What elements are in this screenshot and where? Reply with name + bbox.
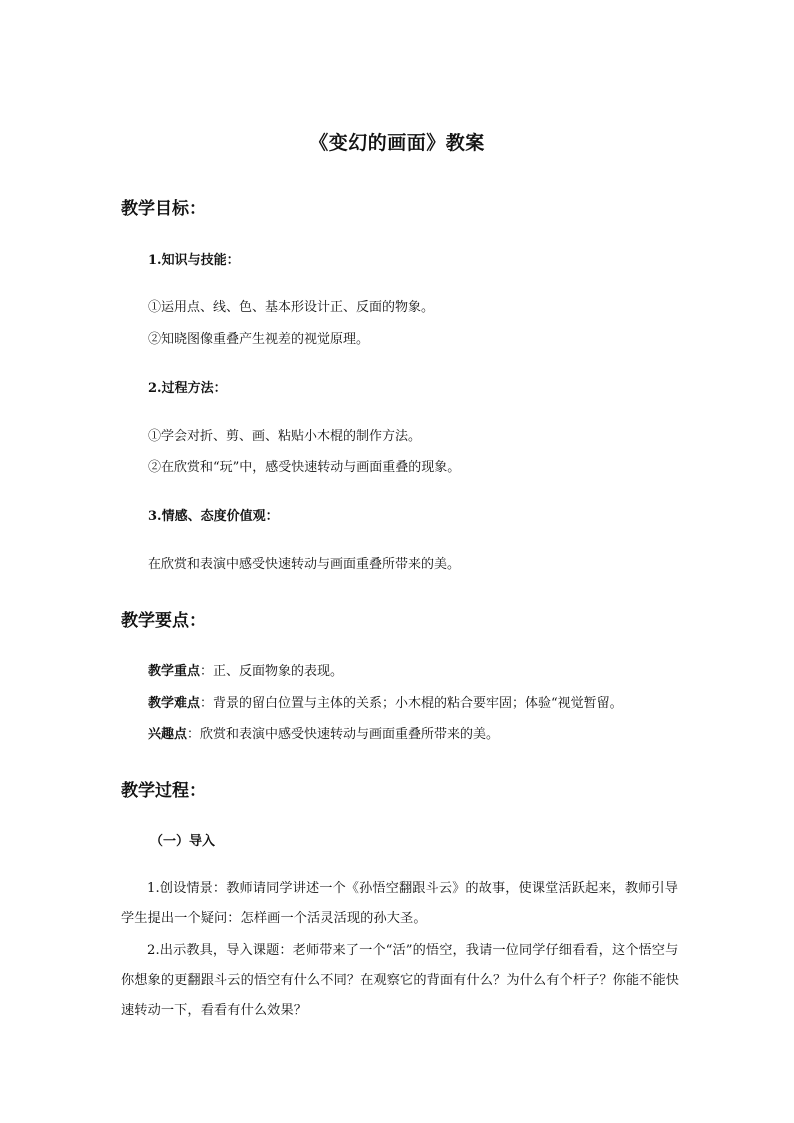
teaching-difficulty-text: ：背景的留白位置与主体的关系；小木棍的粘合要牢固；体验“视觉暂留。 <box>200 696 623 711</box>
teaching-focus-label: 教学重点 <box>148 664 201 679</box>
teaching-difficulty-line <box>148 692 623 711</box>
process-item-1: ①学会对折、剪、画、粘贴小木棍的制作方法。 <box>148 429 422 444</box>
intro-heading: （一）导入 <box>150 834 216 849</box>
interest-point-label: 兴趣点 <box>148 727 188 742</box>
emotion-values-text: 在欣赏和表演中感受快速转动与画面重叠所带来的美。 <box>148 557 461 572</box>
objectives-heading: 教学目标： <box>121 199 206 219</box>
process-method-heading: 2.过程方法： <box>148 381 227 396</box>
knowledge-item-1: ①运用点、线、色、基本形设计正、反面的物象。 <box>148 300 435 315</box>
process-heading: 教学过程： <box>121 781 206 801</box>
intro-paragraph-2: 2.出示教具，导入课题：老师带来了一个“活”的悟空，我请一位同学仔细看看，这个悟空与你想象的更翻跟斗云的悟空有什么不同？在观察它的背面有什么？为什么有个杆子？你能不能快速转动一下，看看有什么效果？ <box>121 943 680 1018</box>
knowledge-item-2: ②知晓图像重叠产生视差的视觉原理。 <box>148 332 370 347</box>
teaching-focus-text: ：正、反面物象的表现。 <box>200 664 344 679</box>
interest-point-line <box>148 723 499 742</box>
interest-point-text: ：欣赏和表演中感受快速转动与画面重叠所带来的美。 <box>187 727 500 742</box>
emotion-values-heading: 3.情感、态度价值观： <box>148 509 279 524</box>
process-item-2: ②在欣赏和“玩”中，感受快速转动与画面重叠的现象。 <box>148 460 461 475</box>
teaching-difficulty-label: 教学难点 <box>148 696 201 711</box>
teaching-focus-line <box>148 660 343 679</box>
document-title: 《变幻的画面》教案 <box>309 132 485 154</box>
keypoints-heading: 教学要点： <box>121 611 206 631</box>
knowledge-skills-heading: 1.知识与技能： <box>148 253 240 268</box>
intro-paragraph-1: 1.创设情景：教师请同学讲述一个《孙悟空翻跟斗云》的故事，使课堂活跃起来，教师引导学生提出一个疑问：怎样画一个活灵活现的孙大圣。 <box>121 881 678 926</box>
